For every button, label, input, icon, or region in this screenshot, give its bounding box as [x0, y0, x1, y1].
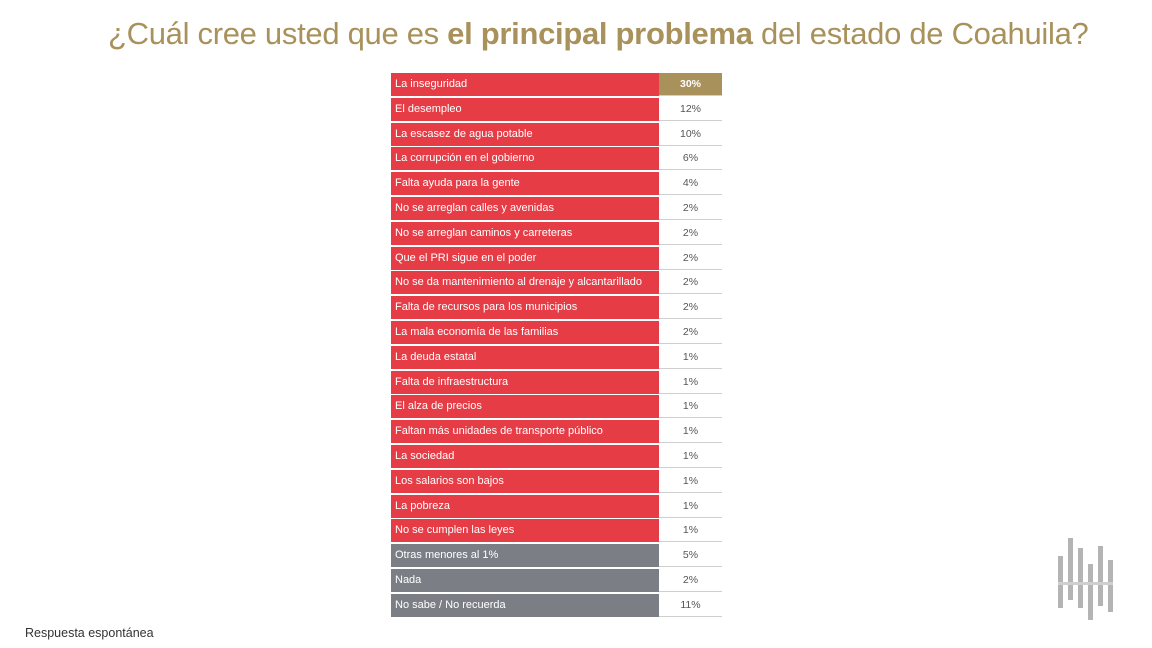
row-value: 2% [659, 247, 722, 270]
row-label: La corrupción en el gobierno [391, 147, 659, 170]
row-label: No sabe / No recuerda [391, 594, 659, 617]
results-table [391, 73, 722, 619]
table-row [391, 420, 722, 443]
table-row [391, 495, 722, 518]
table-row [391, 395, 722, 418]
row-value: 2% [659, 197, 722, 220]
row-value: 1% [659, 519, 722, 542]
row-value: 4% [659, 172, 722, 195]
row-label: Otras menores al 1% [391, 544, 659, 567]
row-label: La sociedad [391, 445, 659, 468]
table-row [391, 123, 722, 146]
row-label: Falta ayuda para la gente [391, 172, 659, 195]
table-row [391, 247, 722, 270]
row-value: 1% [659, 346, 722, 369]
table-row [391, 371, 722, 394]
table-row [391, 321, 722, 344]
table-row [391, 147, 722, 170]
logo-icon [1054, 534, 1116, 624]
row-value: 1% [659, 495, 722, 518]
table-row [391, 569, 722, 592]
row-value: 6% [659, 147, 722, 170]
table-row [391, 594, 722, 617]
row-value: 2% [659, 569, 722, 592]
row-label: No se cumplen las leyes [391, 519, 659, 542]
table-row [391, 271, 722, 294]
row-label: No se arreglan calles y avenidas [391, 197, 659, 220]
row-label: La escasez de agua potable [391, 123, 659, 146]
table-row [391, 296, 722, 319]
title-bold-text: el principal problema [447, 16, 753, 51]
row-label: No se arreglan caminos y carreteras [391, 222, 659, 245]
footnote: Respuesta espontánea [25, 626, 154, 640]
row-label: Falta de recursos para los municipios [391, 296, 659, 319]
row-label: Faltan más unidades de transporte público [391, 420, 659, 443]
row-value: 10% [659, 123, 722, 146]
table-row [391, 222, 722, 245]
row-value: 1% [659, 395, 722, 418]
row-value: 2% [659, 321, 722, 344]
row-label: Nada [391, 569, 659, 592]
row-value: 2% [659, 222, 722, 245]
row-value: 1% [659, 445, 722, 468]
table-row [391, 172, 722, 195]
table-row [391, 519, 722, 542]
row-value: 2% [659, 271, 722, 294]
row-value: 12% [659, 98, 722, 121]
row-label: El alza de precios [391, 395, 659, 418]
page-title [108, 16, 1088, 52]
row-value: 11% [659, 594, 722, 617]
row-value: 30% [659, 73, 722, 96]
row-value: 2% [659, 296, 722, 319]
table-row [391, 98, 722, 121]
table-row [391, 470, 722, 493]
row-value: 1% [659, 470, 722, 493]
row-label: La mala economía de las familias [391, 321, 659, 344]
row-label: El desempleo [391, 98, 659, 121]
table-row [391, 346, 722, 369]
row-label: La pobreza [391, 495, 659, 518]
table-row [391, 445, 722, 468]
table-row [391, 73, 722, 96]
row-label: La inseguridad [391, 73, 659, 96]
row-value: 1% [659, 371, 722, 394]
row-value: 1% [659, 420, 722, 443]
row-label: Que el PRI sigue en el poder [391, 247, 659, 270]
row-label: Falta de infraestructura [391, 371, 659, 394]
row-label: La deuda estatal [391, 346, 659, 369]
row-label: No se da mantenimiento al drenaje y alcantarillado [391, 271, 659, 294]
row-label: Los salarios son bajos [391, 470, 659, 493]
row-value: 5% [659, 544, 722, 567]
table-row [391, 197, 722, 220]
title-text: ¿Cuál cree usted que es [108, 16, 448, 51]
table-row [391, 544, 722, 567]
title-text-end: del estado de Coahuila? [752, 16, 1089, 51]
